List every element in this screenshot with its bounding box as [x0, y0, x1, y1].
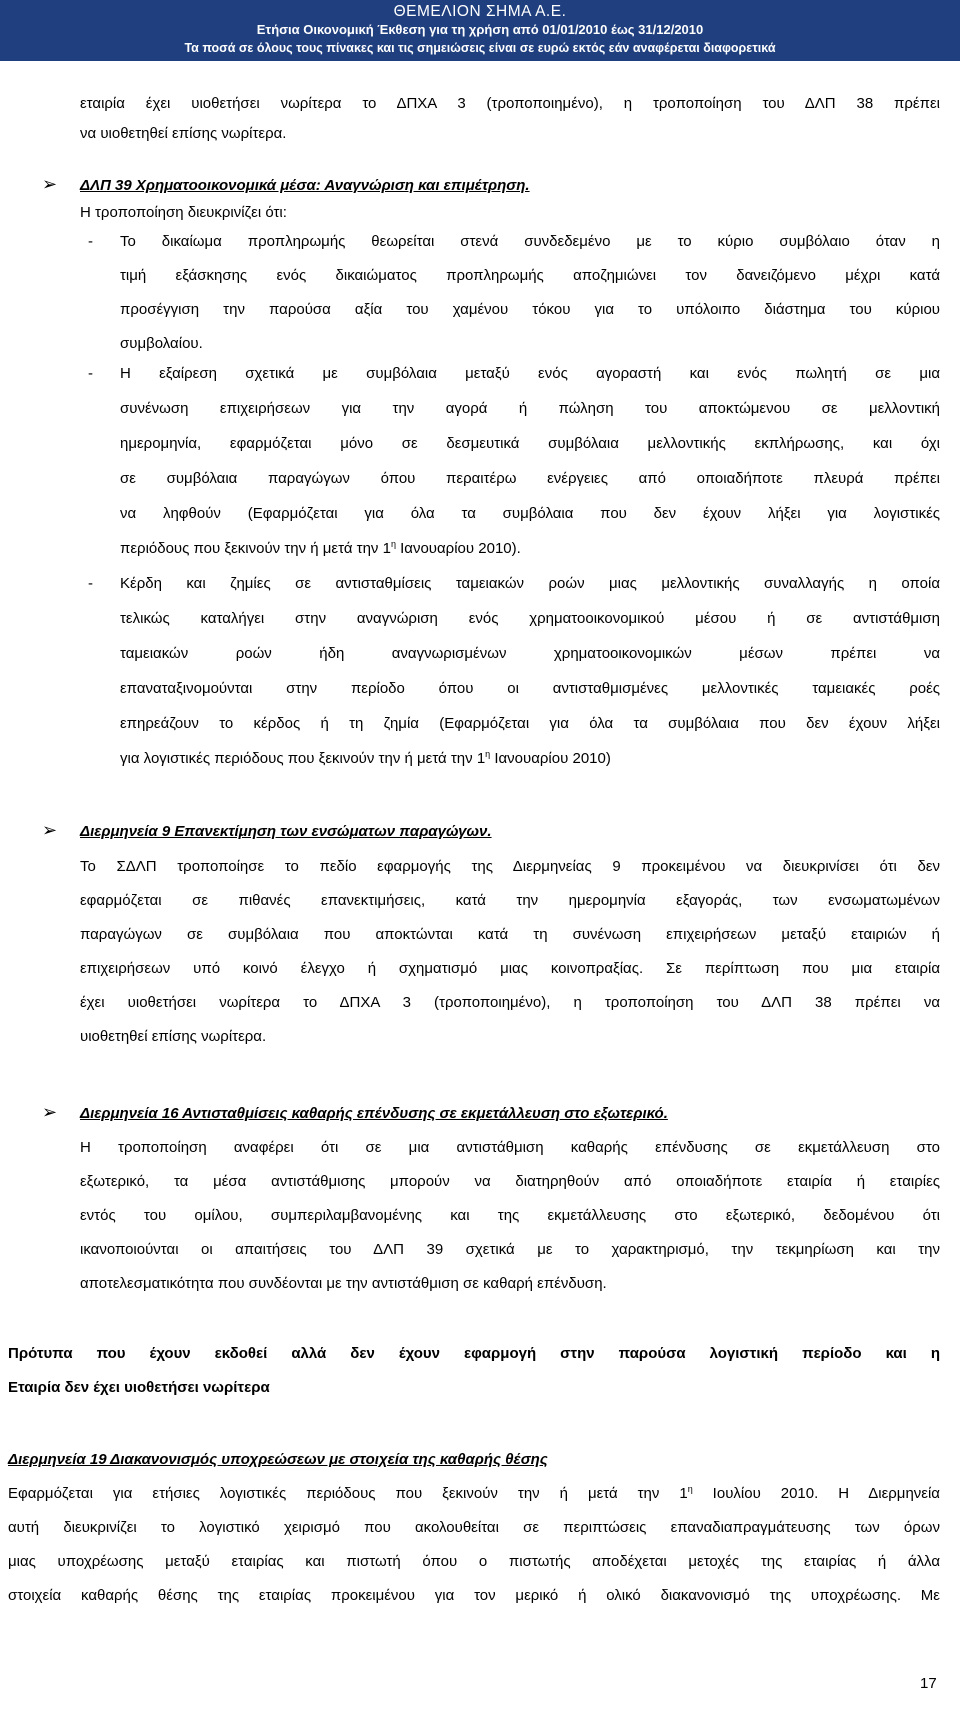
- para-line: Κέρδη και ζημίες σε αντισταθμίσεις ταμειακών ροών μιας μελλοντικής συναλλαγής η οποία: [120, 575, 940, 592]
- page-number: 17: [920, 1675, 937, 1692]
- para-line: Εφαρμόζεται για ετήσιες λογιστικές περιόδους που ξεκινούν την ή μετά την $1^\eta$ Ιουλίου 2010. Η Διερμηνεία: [8, 1484, 940, 1502]
- para-line: επιχειρήσεων υπό κοινό έλεγχο ή σχηματισμό μιας κοινοπραξίας. Σε περίπτωση που μια εταιρία: [80, 960, 940, 977]
- dash-bullet: -: [88, 233, 93, 250]
- dash-bullet: -: [88, 575, 93, 592]
- arrow-bullet-icon: ➢: [42, 1102, 58, 1122]
- para-line: έχει υιοθετήσει νωρίτερα το ΔΠΧΑ 3 (τροποποιημένο), η τροποποίηση του ΔΛΠ 38 πρέπει να: [80, 994, 940, 1011]
- para-line: εφαρμόζεται σε πιθανές επανεκτιμήσεις, κατά την ημερομηνία εξαγοράς, των ενσωματωμένων: [80, 892, 940, 909]
- section-title-ifric9: Διερμηνεία 9 Επανεκτίμηση των ενσώματων παραγώγων.: [80, 823, 492, 840]
- para-line: Το ΣΔΛΠ τροποποίησε το πεδίο εφαρμογής της Διερμηνείας 9 προκειμένου να διευκρινίσει ότι δεν: [80, 858, 940, 875]
- para-line: περιόδους που ξεκινούν την ή μετά την $1^\eta$ Ιανουαρίου 2010).: [120, 539, 521, 557]
- para-line: Η εξαίρεση σχετικά με συμβόλαια μεταξύ ενός αγοραστή και ενός πωλητή σε μια: [120, 365, 940, 382]
- report-title: Ετήσια Οικονομική Έκθεση για τη χρήση από 01/01/2010 έως 31/12/2010: [256, 22, 704, 37]
- section-lead: Η τροποποίηση διευκρινίζει ότι:: [80, 204, 287, 221]
- para-line: εξωτερικό, τα μέσα αντιστάθμισης μπορούν να διατηρηθούν από οποιαδήποτε εταιρία ή εταιρίες: [80, 1173, 940, 1190]
- para-line: επαναταξινομούνται στην περίοδο όπου οι αντισταθμισμένες μελλοντικές ταμειακές ροές: [120, 680, 940, 697]
- para-line: παραγώγων σε συμβόλαια που αποκτώνται κατά τη συνένωση επιχειρήσεων μεταξύ εταιριών ή: [80, 926, 940, 943]
- para-line: συμβολαίου.: [120, 335, 203, 352]
- section-title-ias39: ΔΛΠ 39 Χρηματοοικονομικά μέσα: Αναγνώριση και επιμέτρηση.: [80, 177, 530, 194]
- para-line: στοιχεία καθαρής θέσης της εταιρίας προκειμένου για τον μερικό ή ολικό διακανονισμό της υποχρέωσης. Με: [8, 1587, 940, 1604]
- para-line: προσέγγιση την παρούσα αξία του χαμένου τόκου για το υπόλοιπο διάστημα του κύριου: [120, 301, 940, 318]
- para-line: να ληφθούν (Εφαρμόζεται για όλα τα συμβόλαια που δεν έχουν λήξει για λογιστικές: [120, 505, 940, 522]
- para-line: αυτή διευκρινίζει το λογιστικό χειρισμό που ακολουθείται σε περιπτώσεις επαναδιαπραγμάτευσης των όρων: [8, 1519, 940, 1536]
- para-line: για λογιστικές περιόδους που ξεκινούν την ή μετά την $1^\eta$ Ιανουαρίου 2010): [120, 749, 611, 767]
- para-line: συνένωση επιχειρήσεων για την αγορά ή πώληση του αποκτώμενου σε μελλοντική: [120, 400, 940, 417]
- para-line: επηρεάζουν το κέρδος ή τη ζημία (Εφαρμόζεται για όλα τα συμβόλαια που δεν έχουν λήξει: [120, 715, 940, 732]
- para-line: τελικώς καταλήγει στην αναγνώριση ενός χρηματοοικονομικού μέσου ή σε αντιστάθμιση: [120, 610, 940, 627]
- para-line: υιοθετηθεί επίσης νωρίτερα.: [80, 1028, 267, 1045]
- section-title-ifric16: Διερμηνεία 16 Αντισταθμίσεις καθαρής επένδυσης σε εκμετάλλευση στο εξωτερικό.: [80, 1105, 668, 1122]
- standards-heading-line-1: Πρότυπα που έχουν εκδοθεί αλλά δεν έχουν εφαρμογή στην παρούσα λογιστική περίοδο και η: [8, 1345, 940, 1362]
- arrow-bullet-icon: ➢: [42, 820, 58, 840]
- para-line: ταμειακών ροών ήδη αναγνωρισμένων χρηματοοικονομικών μέσων πρέπει να: [120, 645, 940, 662]
- page-header: [0, 0, 960, 61]
- para-line: αποτελεσματικότητα που συνδέονται με την αντιστάθμιση σε καθαρή επένδυση.: [80, 1275, 607, 1292]
- dash-bullet: -: [88, 365, 93, 382]
- para-line: σε συμβόλαια παραγώγων όπου περαιτέρω ενέργειες από οποιαδήποτε πλευρά πρέπει: [120, 470, 940, 487]
- para-line: μιας υποχρέωσης μεταξύ εταιρίας και πιστωτή όπου ο πιστωτής αποδέχεται μετοχές της εταιρίας ή άλλα: [8, 1553, 940, 1570]
- arrow-bullet-icon: ➢: [42, 174, 58, 194]
- para-line: Η τροποποίηση αναφέρει ότι σε μια αντιστάθμιση καθαρής επένδυσης σε εκμετάλλευση στο: [80, 1139, 940, 1156]
- para-line: εντός του ομίλου, συμπεριλαμβανομένης και της εκμετάλλευσης στο εξωτερικό, δεδομένου ότι: [80, 1207, 940, 1224]
- section-title-ifric19: Διερμηνεία 19 Διακανονισμός υποχρεώσεων με στοιχεία της καθαρής θέσης: [8, 1451, 548, 1468]
- para-line: Το δικαίωμα προπληρωμής θεωρείται στενά συνδεδεμένο με το κύριο συμβόλαιο όταν η: [120, 233, 940, 250]
- intro-line-2: να υιοθετηθεί επίσης νωρίτερα.: [80, 125, 287, 142]
- currency-note: Τα ποσά σε όλους τους πίνακες και τις σημειώσεις είναι σε ευρώ εκτός εάν αναφέρεται διαφορετικά: [184, 41, 776, 55]
- company-name: ΘΕΜΕΛΙΟΝ ΣΗΜΑ Α.Ε.: [393, 3, 567, 20]
- para-line: ημερομηνία, εφαρμόζεται μόνο σε δεσμευτικά συμβόλαια μελλοντικής εκπλήρωσης, και όχι: [120, 435, 940, 452]
- standards-heading-line-2: Εταιρία δεν έχει υιοθετήσει νωρίτερα: [8, 1379, 270, 1396]
- intro-line-1: εταιρία έχει υιοθετήσει νωρίτερα το ΔΠΧΑ 3 (τροποποιημένο), η τροποποίηση του ΔΛΠ 38 πρέπει: [80, 95, 940, 112]
- para-line: τιμή εξάσκησης ενός δικαιώματος προπληρωμής αποζημιώνει τον δανειζόμενο μέχρι κατά: [120, 267, 940, 284]
- para-line: ικανοποιούνται οι απαιτήσεις του ΔΛΠ 39 σχετικά με το χαρακτηρισμό, την τεκμηρίωση και την: [80, 1241, 940, 1258]
